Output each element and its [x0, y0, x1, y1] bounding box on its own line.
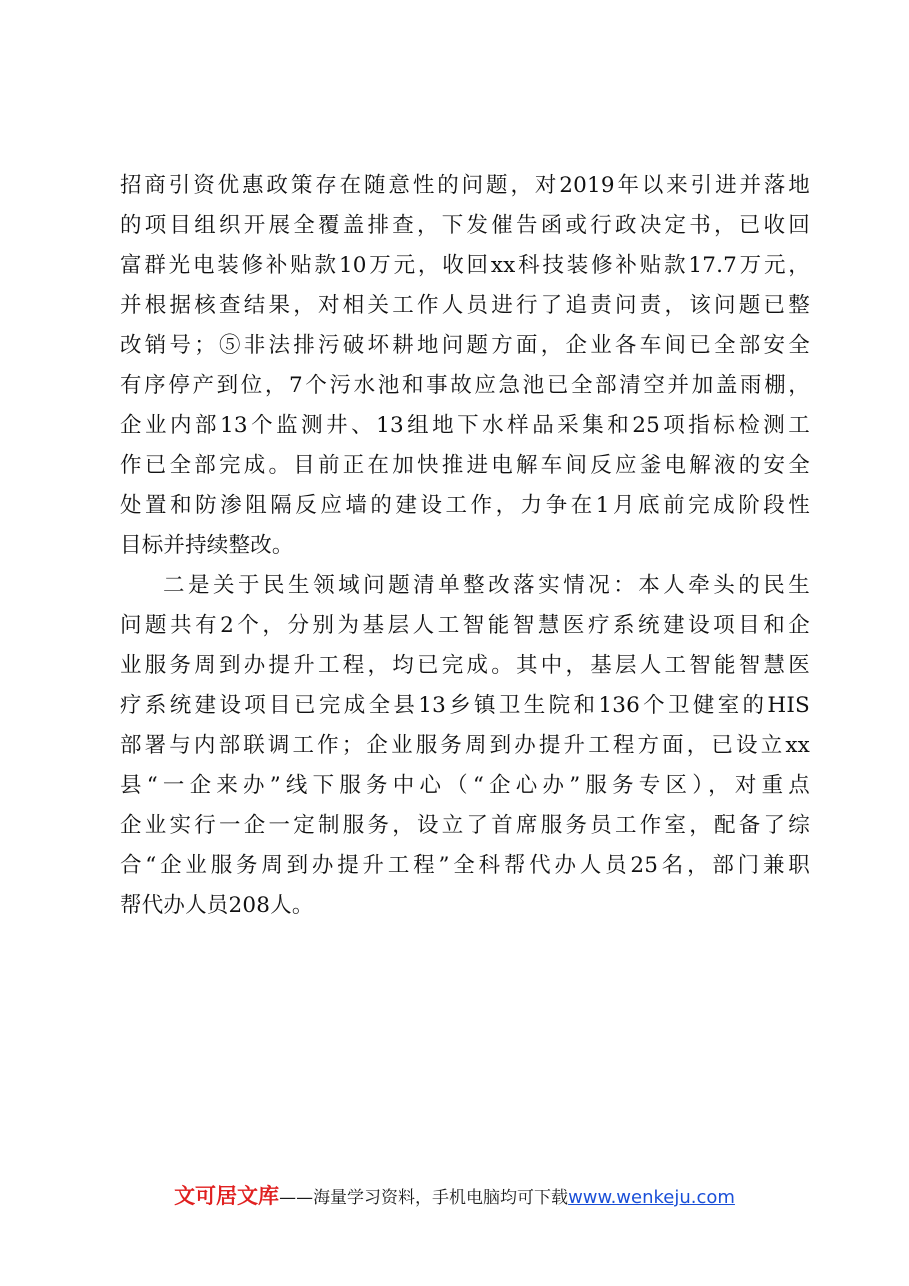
document-body	[120, 166, 810, 926]
text-line: 问题共有2个，分别为基层人工智能智慧医疗系统建设项目和企	[120, 613, 810, 638]
text-line: 疗系统建设项目已完成全县13乡镇卫生院和136个卫健室的HIS	[120, 693, 810, 718]
text-line: 的项目组织开展全覆盖排查，下发催告函或行政决定书，已收回	[120, 213, 810, 238]
paragraph-1	[120, 166, 810, 566]
text-line: 目标并持续整改。	[120, 533, 294, 558]
text-line: 招商引资优惠政策存在随意性的问题，对2019年以来引进并落地	[120, 173, 810, 198]
text-line: 作已全部完成。目前正在加快推进电解车间反应釜电解液的安全	[120, 453, 810, 478]
footer-watermark	[0, 1180, 909, 1210]
text-line: 改销号；⑤非法排污破坏耕地问题方面，企业各车间已全部安全	[120, 333, 810, 358]
text-line: 并根据核查结果，对相关工作人员进行了追责问责，该问题已整	[120, 293, 810, 318]
footer-brand: 文可居文库	[174, 1184, 280, 1208]
paragraph-2	[120, 566, 810, 926]
text-line: 县“一企来办”线下服务中心（“企心办”服务专区），对重点	[120, 773, 810, 798]
text-line: 部署与内部联调工作；企业服务周到办提升工程方面，已设立xx	[120, 733, 810, 758]
text-line: 企业实行一企一定制服务，设立了首席服务员工作室，配备了综	[120, 813, 810, 838]
text-line: 合“企业服务周到办提升工程”全科帮代办人员25名，部门兼职	[120, 853, 810, 878]
text-line: 二是关于民生领域问题清单整改落实情况：本人牵头的民生	[163, 573, 810, 598]
text-line: 富群光电装修补贴款10万元，收回xx科技装修补贴款17.7万元，	[120, 253, 810, 278]
text-line: 业服务周到办提升工程，均已完成。其中，基层人工智能智慧医	[120, 653, 810, 678]
footer-site-link[interactable]: www.wenkeju.com	[568, 1187, 735, 1208]
text-line: 帮代办人员208人。	[120, 893, 314, 918]
footer-slogan: ——海量学习资料，手机电脑均可下载	[279, 1188, 569, 1208]
text-line: 处置和防渗阻隔反应墙的建设工作，力争在1月底前完成阶段性	[120, 493, 810, 518]
text-line: 企业内部13个监测井、13组地下水样品采集和25项指标检测工	[120, 413, 810, 438]
text-line: 有序停产到位，7个污水池和事故应急池已全部清空并加盖雨棚，	[120, 373, 810, 398]
